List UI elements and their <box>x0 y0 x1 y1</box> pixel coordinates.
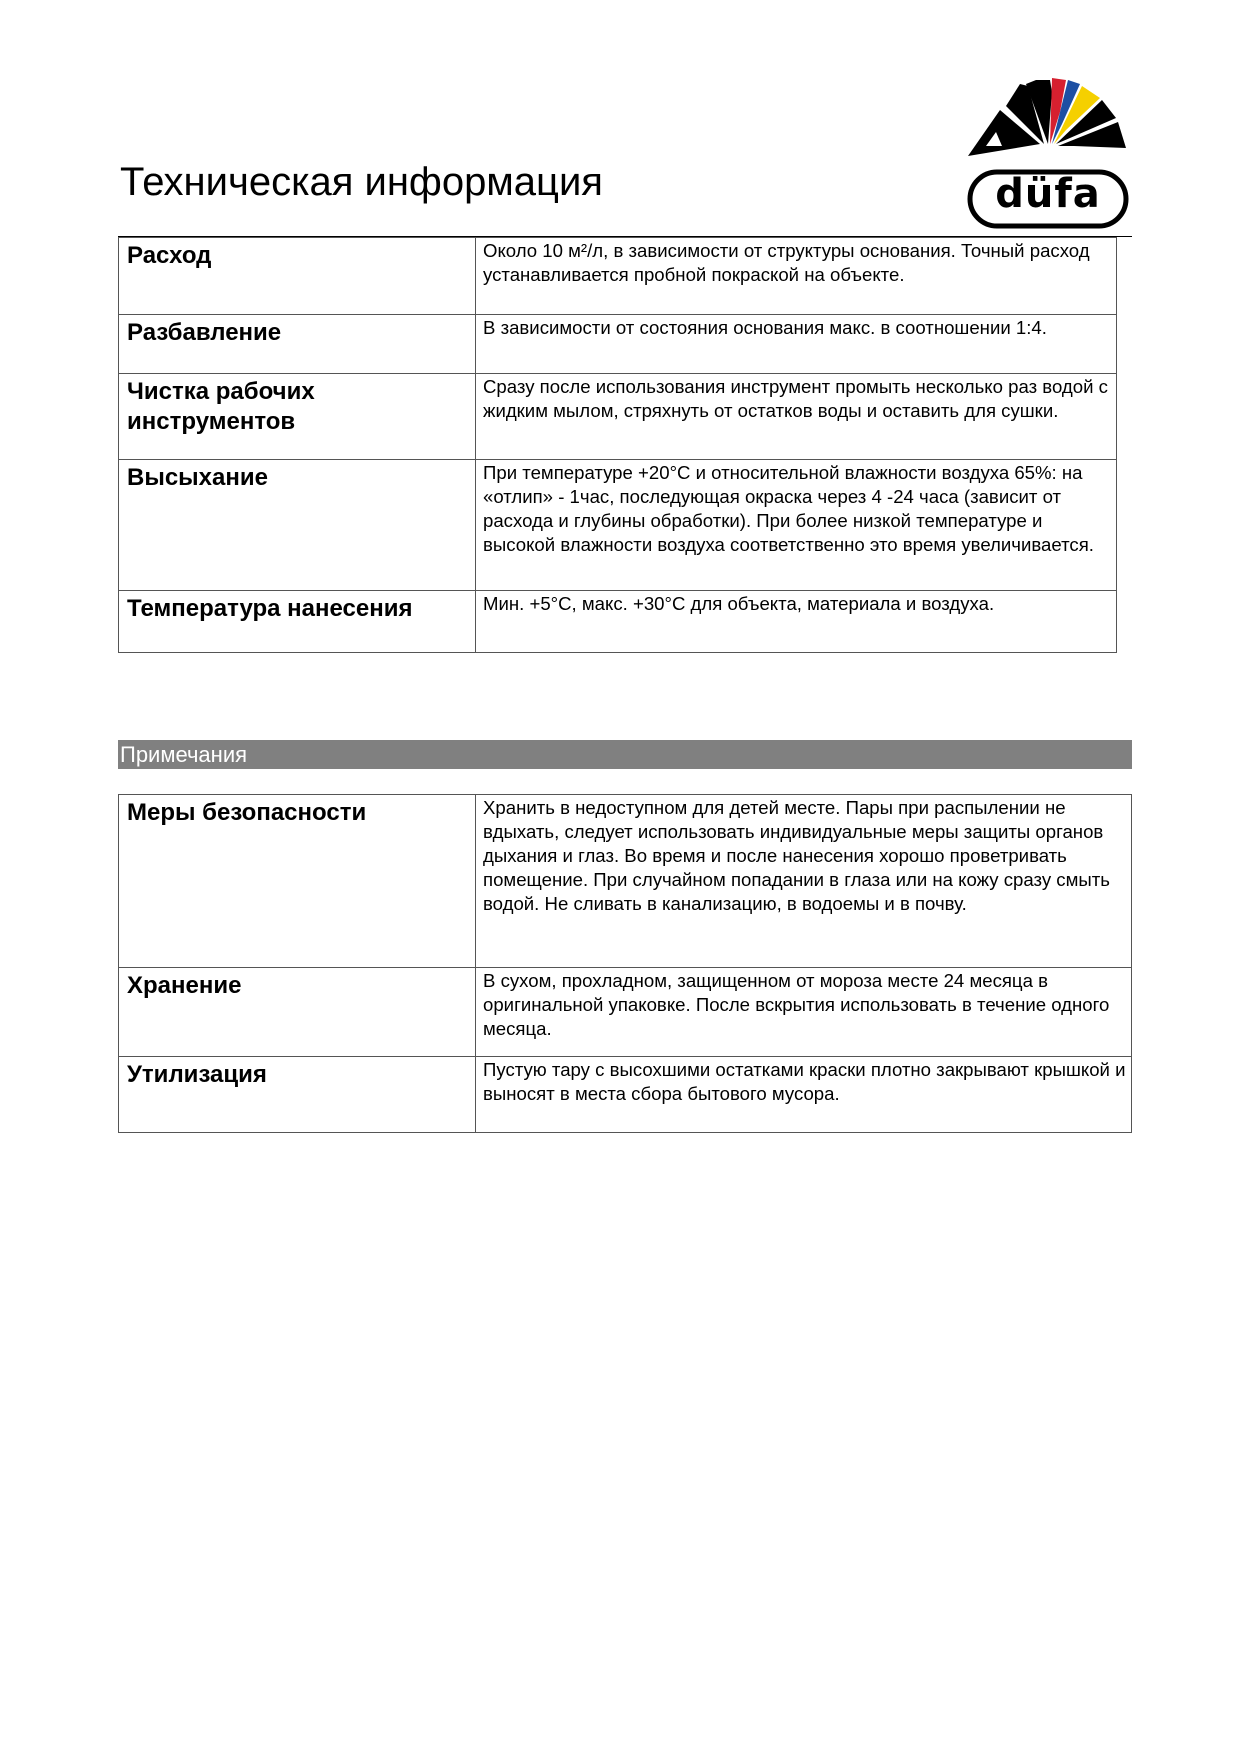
table-row <box>119 238 1117 315</box>
notes-table <box>118 794 1132 1133</box>
row-label: Меры безопасности <box>119 795 476 968</box>
table-row <box>119 460 1117 591</box>
row-value: Мин. +5°C, макс. +30°C для объекта, материала и воздуха. <box>476 591 1117 653</box>
dufa-logo <box>966 72 1130 230</box>
table-row <box>119 968 1132 1057</box>
tech-info-table <box>118 237 1117 653</box>
logo-text: düfa <box>995 171 1101 217</box>
table-row <box>119 315 1117 374</box>
row-value: Сразу после использования инструмент промыть несколько раз водой с жидким мылом, стряхнуть от остатков воды и оставить для сушки. <box>476 374 1117 460</box>
row-value: Около 10 м²/л, в зависимости от структуры основания. Точный расход устанавливается пробной покраской на объекте. <box>476 238 1117 315</box>
row-value: Хранить в недоступном для детей месте. Пары при распылении не вдыхать, следует использовать индивидуальные меры защиты органов дыхания и глаз. Во время и после нанесения хорошо проветривать помещение. При случайном попадании в глаза или на кожу сразу смыть водой. Не сливать в канализацию, в водоемы и в почву. <box>476 795 1132 968</box>
row-value: В зависимости от состояния основания макс. в соотношении 1:4. <box>476 315 1117 374</box>
table-row <box>119 374 1117 460</box>
row-label: Разбавление <box>119 315 476 374</box>
row-label: Чистка рабочих инструментов <box>119 374 476 460</box>
row-value: Пустую тару с высохшими остатками краски плотно закрывают крышкой и выносят в места сбора бытового мусора. <box>476 1057 1132 1133</box>
table-row <box>119 795 1132 968</box>
notes-heading: Примечания <box>118 740 1132 769</box>
page-title: Техническая информация <box>120 160 603 204</box>
row-label: Высыхание <box>119 460 476 591</box>
row-label: Утилизация <box>119 1057 476 1133</box>
table-row <box>119 1057 1132 1133</box>
row-value: При температуре +20°C и относительной влажности воздуха 65%: на «отлип» - 1час, последующая окраска через 4 -24 часа (зависит от расхода и глубины обработки). При более низкой температуре и высокой влажности воздуха соответственно это время увеличивается. <box>476 460 1117 591</box>
row-label: Расход <box>119 238 476 315</box>
row-value: В сухом, прохладном, защищенном от мороза месте 24 месяца в оригинальной упаковке. После вскрытия использовать в течение одного месяца. <box>476 968 1132 1057</box>
row-label: Температура нанесения <box>119 591 476 653</box>
row-label: Хранение <box>119 968 476 1057</box>
table-row <box>119 591 1117 653</box>
